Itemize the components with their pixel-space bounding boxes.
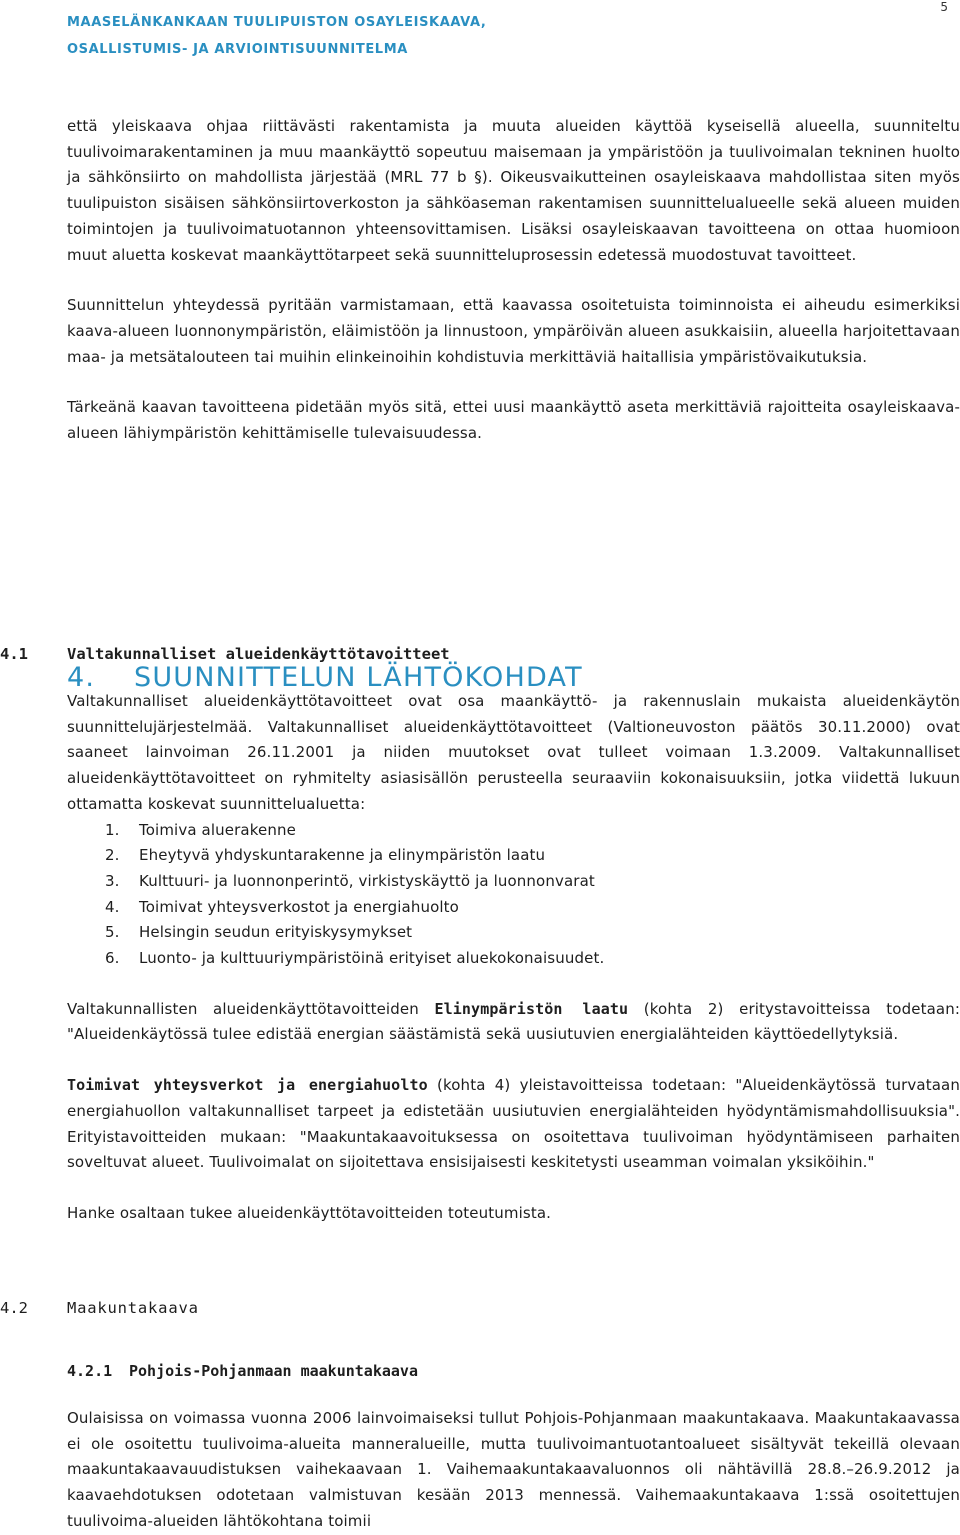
header-subtitle: OSALLISTUMIS- JA ARVIOINTISUUNNITELMA bbox=[67, 42, 408, 57]
section-4-1-title: Valtakunnalliset alueidenkäyttötavoitteet bbox=[67, 645, 450, 663]
section-4-2-1-number: 4.2.1 bbox=[67, 1362, 113, 1380]
document-body bbox=[0, 114, 960, 1530]
section-4-1-paragraph-3: Toimivat yhteysverkot ja energiahuolto (kohta 4) yleistavoitteissa todetaan: "Alueidenkäytössä turvataan energiahuollon valtakunnalliset tarpeet ja edistetään uusiutuvien energialähteiden hyödyntämismahdollisuuksia". Erityistavoitteiden mukaan: "Maakuntakaavoituksessa on osoitettava tuulivoiman hyödyntämiseen parhaiten soveltuvat alueet. Tuulivoimalat on sijoitettava ensisijaisesti keskitetysti useamman voimalan yksiköihin." bbox=[67, 1076, 960, 1172]
section-4-2-1-body bbox=[67, 1406, 960, 1535]
intro-paragraph-1: että yleiskaava ohjaa riittävästi rakentamista ja muuta alueiden käyttöä kyseisellä alueella, suunniteltu tuulivoimarakentaminen ja muu maankäyttö sopeutuu maisemaan ja ympäristöön ja tuulivoimalan tekninen huolto ja sähkönsiirto on mahdollista järjestää (MRL 77 b §). Oikeusvaikutteinen osayleiskaava mahdollistaa siten myös tuulipuiston sisäisen sähkönsiirtoverkoston ja sähköaseman rakentamisen suunnittelualueelle sekä alueen muiden toimintojen ja tuulivoimatuotannon yhteensovittamisen. Lisäksi osayleiskaavan tavoitteena on ottaa huomioon muut aluetta koskevat maankäyttötarpeet sekä suunnitteluprosessin edetessä muodostuvat tavoitteet. bbox=[67, 117, 960, 264]
section-4-1-paragraph-4: Hanke osaltaan tukee alueidenkäyttötavoitteiden toteutumista. bbox=[67, 1203, 552, 1222]
section-4-2-title: Maakuntakaava bbox=[67, 1299, 199, 1317]
section-4-1-paragraph-2: Valtakunnallisten alueidenkäyttötavoitteiden Elinympäristön laatu (kohta 2) eritystavoitteissa todetaan: "Alueidenkäytössä tulee edistää energian säästämistä sekä uusiutuvien energialähteiden käyttöedellytyksiä. bbox=[67, 999, 960, 1044]
intro-paragraph-3: Tärkeänä kaavan tavoitteena pidetään myös sitä, ettei uusi maankäyttö aseta merkittäviä rajoitteita osayleiskaava-alueen lähiympäristön kehittämiselle tulevaisuudessa. bbox=[67, 398, 960, 443]
page-header bbox=[67, 9, 947, 63]
list-item: 1. Toimiva aluerakenne bbox=[105, 820, 296, 839]
list-item: 3. Kulttuuri- ja luonnonperintö, virkistyskäyttö ja luonnonvarat bbox=[105, 871, 595, 890]
section-4-2-1-title: Pohjois-Pohjanmaan maakuntakaava bbox=[129, 1362, 418, 1380]
section-4-title: SUUNNITTELUN LÄHTÖKOHDAT bbox=[134, 662, 583, 693]
header-title: MAASELÄNKANKAAN TUULIPUISTON OSAYLEISKAAVA, bbox=[67, 15, 487, 30]
list-item: 2. Eheytyvä yhdyskuntarakenne ja elinympäristön laatu bbox=[105, 846, 546, 865]
section-4-2-1-paragraph-1: Oulaisissa on voimassa vuonna 2006 lainvoimaiseksi tullut Pohjois-Pohjanmaan maakuntakaava. Maakuntakaavassa ei ole osoitettu tuulivoima-alueita manneralueille, mutta tuulivoimantuotantoalueet sisältyvät tekeillä olevaan maakuntakaavauudistuksen vaihekaavaan 1. Vaihemaakuntakaavaluonnos oli nähtävillä 28.8.–26.9.2012 ja kaavaehdotuksen odotetaan valmistuvan kesään 2013 mennessä. Vaihemaakuntakaava 1:ssä osoitettujen tuulivoima-alueiden lähtökohtana toimii bbox=[67, 1409, 960, 1530]
emphasis-yhteysverkot: Toimivat yhteysverkot ja energiahuolto bbox=[67, 1076, 428, 1095]
section-4-1-number: 4.1 bbox=[0, 645, 28, 663]
goals-list bbox=[67, 818, 960, 972]
page-number: 5 bbox=[940, 0, 948, 14]
section-4-1-paragraph-1: Valtakunnalliset alueidenkäyttötavoitteet ovat osa maankäyttö- ja rakennuslain mukaista alueidenkäytön suunnittelujärjestelmää. Valtakunnalliset alueidenkäyttötavoitteet (Valtioneuvoston päätös 30.11.2000) ovat saaneet lainvoiman 26.11.2001 ja niiden muutokset ovat tulleet voimaan 1.3.2009. Valtakunnalliset alueidenkäyttötavoitteet on ryhmitelty asiasisällön perusteella seuraaviin kokonaisuuksiin, jotka viidettä lukuun ottamatta koskevat suunnittelualuetta: bbox=[67, 692, 960, 813]
section-4-2-number: 4.2 bbox=[0, 1299, 28, 1317]
section-4-2-1-heading bbox=[67, 1362, 418, 1380]
section-4-number: 4. bbox=[67, 662, 96, 693]
emphasis-elinymparisto: Elinympäristön laatu bbox=[434, 999, 629, 1018]
intro-paragraph-2: Suunnittelun yhteydessä pyritään varmistamaan, että kaavassa osoitetuista toiminnoista ei aiheudu esimerkiksi kaava-alueen luonnonympäristön, eläimistöön ja linnustoon, ympäröivän alueen asukkaisiin, alueella harjoitettavaan maa- ja metsätalouteen tai muihin elinkeinoihin kohdistuvia merkittäviä haitallisia ympäristövaikutuksia. bbox=[67, 296, 960, 366]
list-item: 5. Helsingin seudun erityiskysymykset bbox=[105, 923, 413, 942]
section-4-1-body bbox=[67, 689, 960, 1227]
list-item: 6. Luonto- ja kulttuuriympäristöinä erityiset aluekokonaisuudet. bbox=[105, 949, 605, 968]
list-item: 4. Toimivat yhteysverkostot ja energiahuolto bbox=[105, 897, 459, 916]
